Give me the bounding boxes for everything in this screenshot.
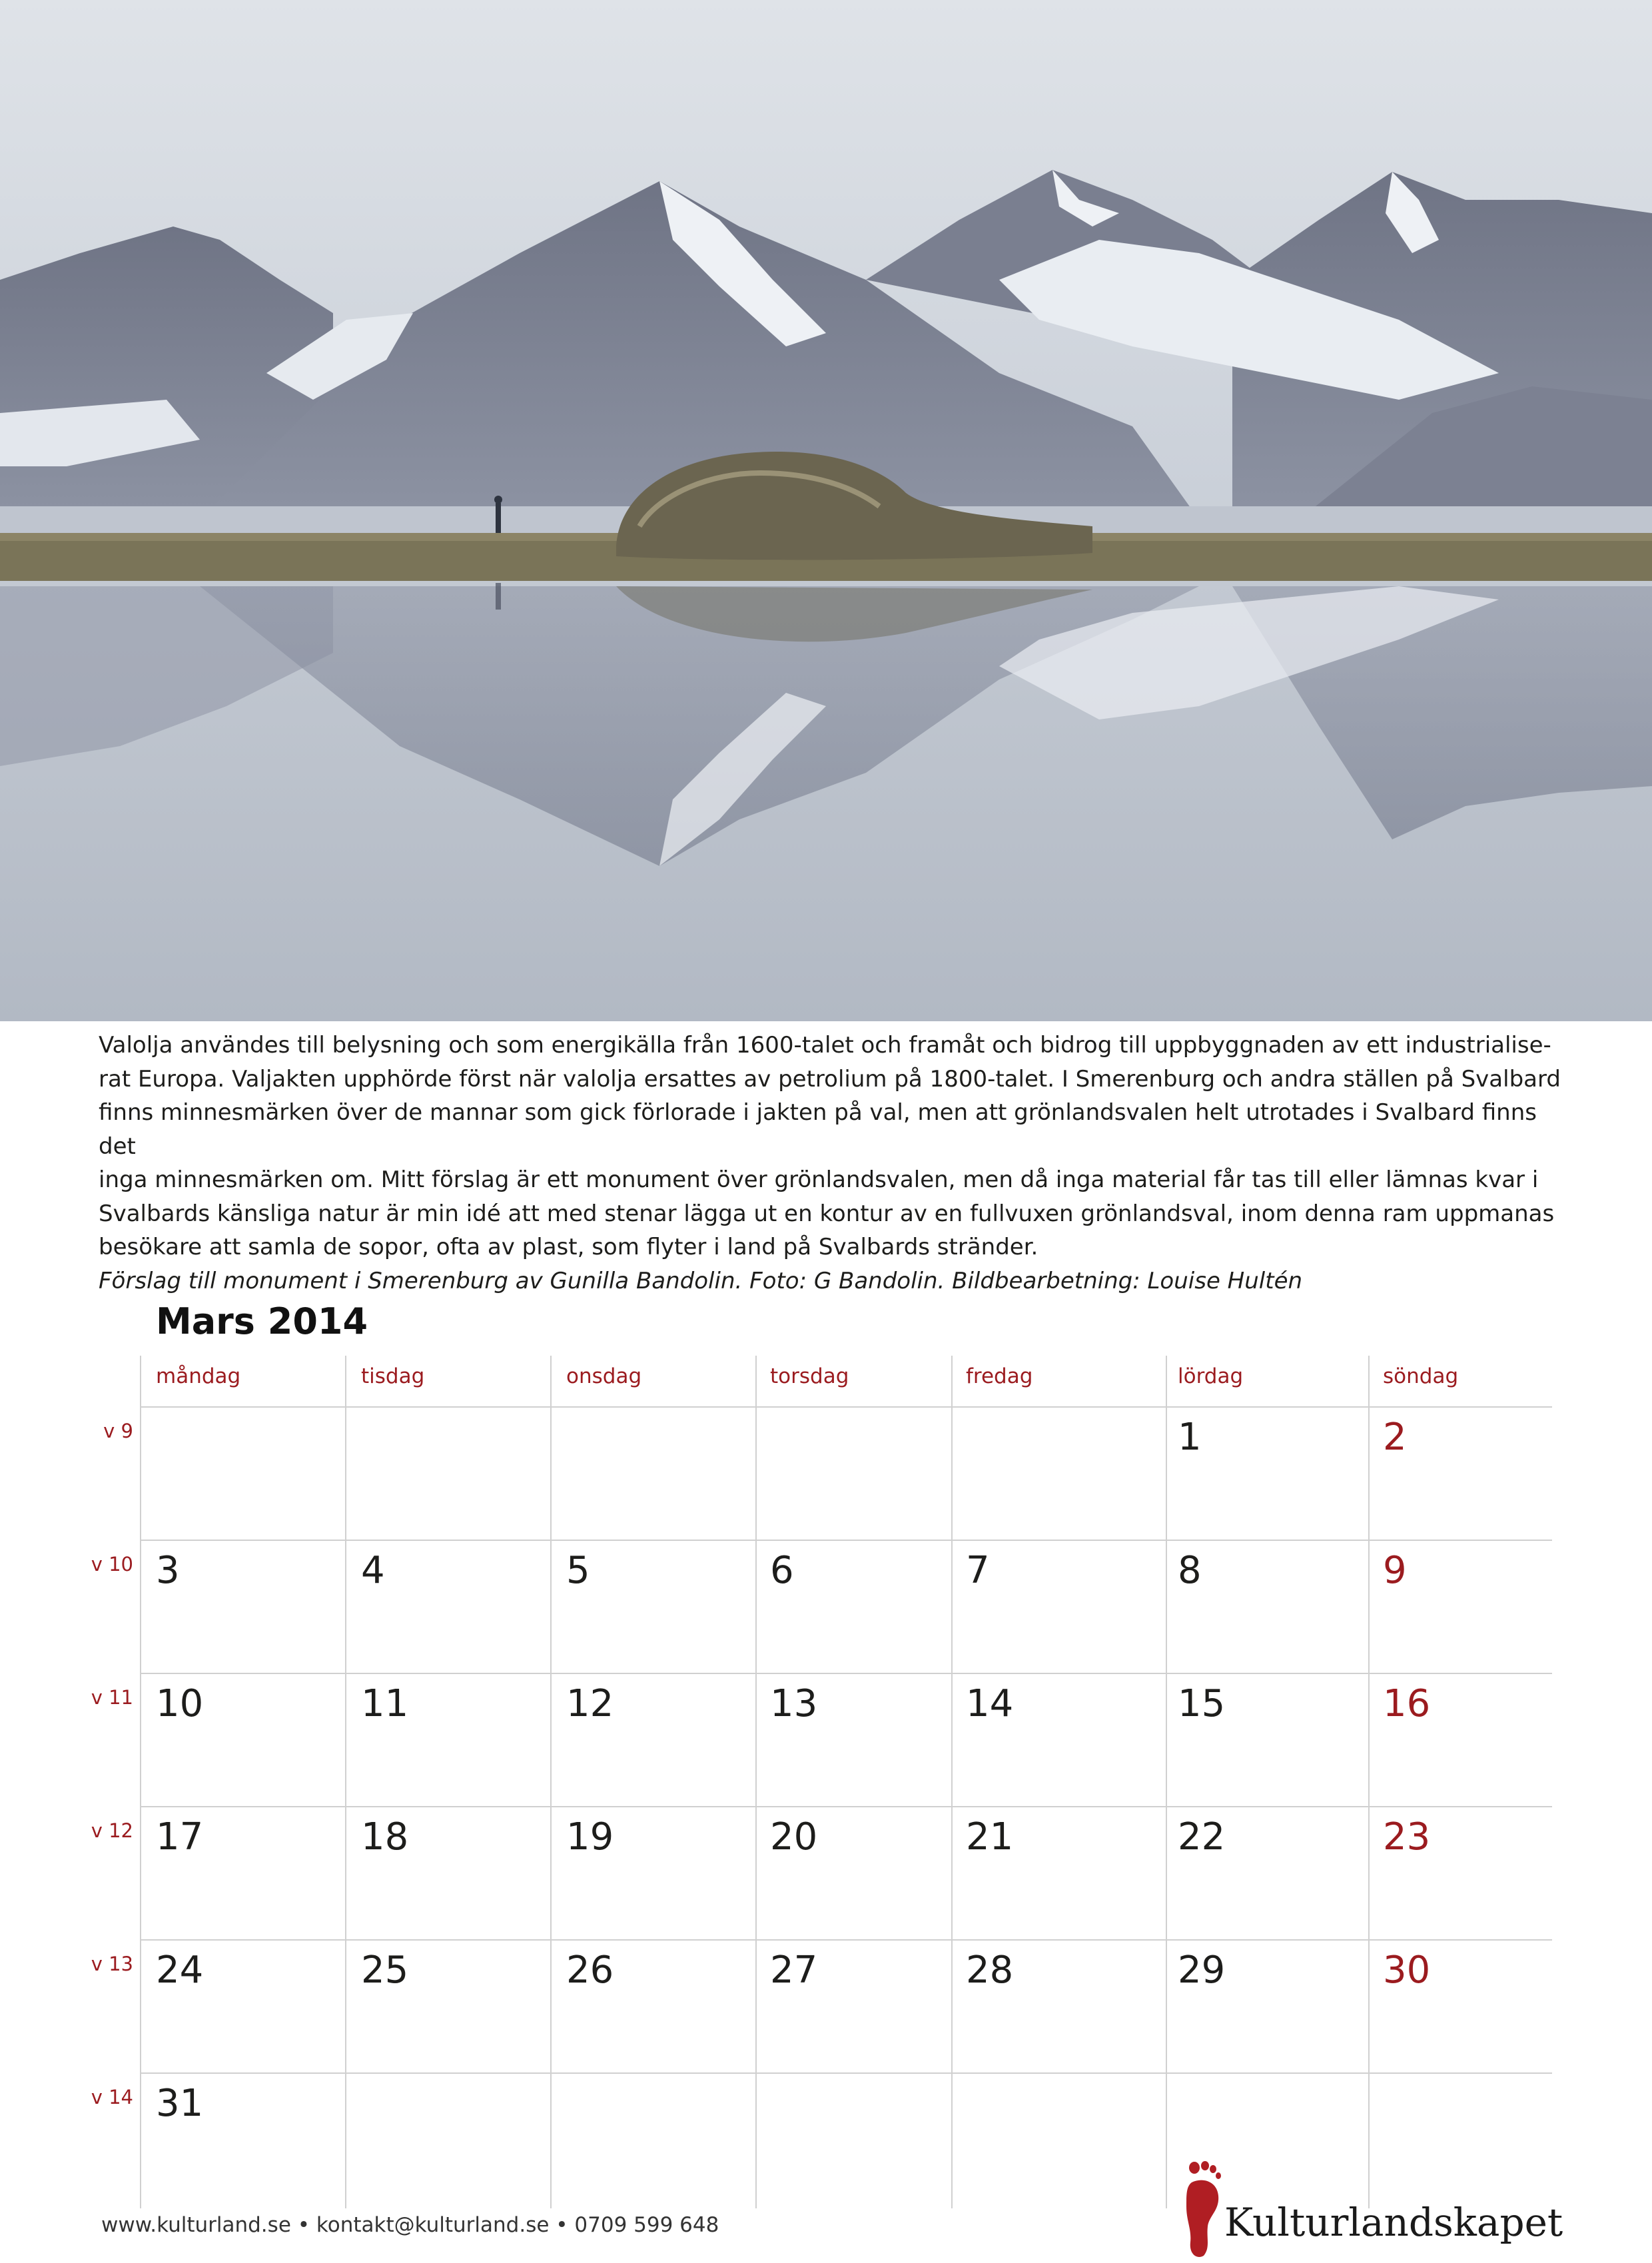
date-cell: 6	[770, 1549, 794, 1592]
date-cell: 2	[1383, 1416, 1407, 1459]
grid-line	[140, 1939, 1552, 1941]
week-number: v 14	[91, 2086, 133, 2108]
date-cell: 28	[966, 1949, 1014, 1992]
date-cell: 30	[1383, 1949, 1431, 1992]
description-text	[99, 1029, 1564, 1298]
grid-line	[1166, 1356, 1167, 2208]
brand-logo	[1182, 2160, 1569, 2260]
description-line: finns minnesmärken över de mannar som gick förlorade i jakten på val, men att grönlandsvalen helt utrotades i Svalbard finns det	[99, 1099, 1537, 1160]
description-line: Valolja användes till belysning och som energikälla från 1600-talet och framåt och bidrog till uppbyggnaden av ett industrialise-	[99, 1032, 1551, 1059]
date-cell: 23	[1383, 1815, 1431, 1859]
grid-line	[140, 1673, 1552, 1674]
description-line: Svalbards känsliga natur är min idé att med stenar lägga ut en kontur av en fullvuxen grönlandsval, inom denna ram uppmanas	[99, 1200, 1555, 1227]
week-number: v 11	[91, 1686, 133, 1709]
date-cell: 10	[156, 1682, 204, 1725]
date-cell: 24	[156, 1949, 204, 1992]
date-cell: 4	[361, 1549, 385, 1592]
date-cell: 8	[1178, 1549, 1202, 1592]
description-line: besökare att samla de sopor, ofta av plast, som flyter i land på Svalbards stränder.	[99, 1234, 1038, 1260]
grid-line	[140, 1540, 1552, 1541]
week-number: v 13	[91, 1953, 133, 1975]
date-cell: 17	[156, 1815, 204, 1859]
grid-line	[140, 1806, 1552, 1807]
week-number: v 9	[103, 1420, 133, 1442]
contact-info: www.kulturland.se • kontakt@kulturland.se • 0709 599 648	[101, 2213, 719, 2237]
day-name-monday: måndag	[156, 1364, 241, 1388]
date-cell: 18	[361, 1815, 409, 1859]
landscape-photo	[0, 0, 1652, 1021]
date-cell: 7	[966, 1549, 990, 1592]
day-name-tuesday: tisdag	[361, 1364, 425, 1388]
grid-line	[951, 1356, 953, 2208]
day-name-friday: fredag	[966, 1364, 1033, 1388]
week-number: v 12	[91, 1819, 133, 1842]
grid-line	[1368, 1356, 1370, 2208]
brand-name: Kulturlandskapet	[1224, 2200, 1563, 2245]
description-line: inga minnesmärken om. Mitt förslag är ett monument över grönlandsvalen, men då inga material får tas till eller lämnas kvar i	[99, 1166, 1539, 1193]
date-cell: 13	[770, 1682, 818, 1725]
description-line: rat Europa. Valjakten upphörde först när valolja ersattes av petrolium på 1800-talet. I Smerenburg och andra ställen på Svalbard	[99, 1065, 1561, 1093]
svalbard-landscape-photo	[0, 0, 1652, 1021]
date-cell: 12	[566, 1682, 614, 1725]
date-cell: 22	[1178, 1815, 1226, 1859]
grid-line	[140, 1406, 1552, 1408]
date-cell: 14	[966, 1682, 1014, 1725]
photo-credit: Förslag till monument i Smerenburg av Gunilla Bandolin. Foto: G Bandolin. Bildbearbetning: Louise Hultén	[99, 1267, 1303, 1294]
date-cell: 9	[1383, 1549, 1407, 1592]
grid-line	[755, 1356, 757, 2208]
grid-line	[140, 1356, 141, 2208]
date-cell: 11	[361, 1682, 409, 1725]
date-cell: 31	[156, 2082, 204, 2125]
date-cell: 25	[361, 1949, 409, 1992]
date-cell: 29	[1178, 1949, 1226, 1992]
date-cell: 5	[566, 1549, 590, 1592]
date-cell: 15	[1178, 1682, 1226, 1725]
date-cell: 3	[156, 1549, 180, 1592]
grid-line	[550, 1356, 552, 2208]
day-name-sunday: söndag	[1383, 1364, 1459, 1388]
date-cell: 19	[566, 1815, 614, 1859]
grid-line	[140, 2072, 1552, 2074]
date-cell: 26	[566, 1949, 614, 1992]
grid-line	[345, 1356, 346, 2208]
day-name-thursday: torsdag	[770, 1364, 849, 1388]
month-title: Mars 2014	[156, 1300, 368, 1342]
date-cell: 16	[1383, 1682, 1431, 1725]
day-name-saturday: lördag	[1178, 1364, 1244, 1388]
date-cell: 1	[1178, 1416, 1202, 1459]
footprint-icon	[1182, 2160, 1222, 2260]
date-cell: 21	[966, 1815, 1014, 1859]
date-cell: 20	[770, 1815, 818, 1859]
day-name-wednesday: onsdag	[566, 1364, 642, 1388]
week-number: v 10	[91, 1553, 133, 1576]
date-cell: 27	[770, 1949, 818, 1992]
